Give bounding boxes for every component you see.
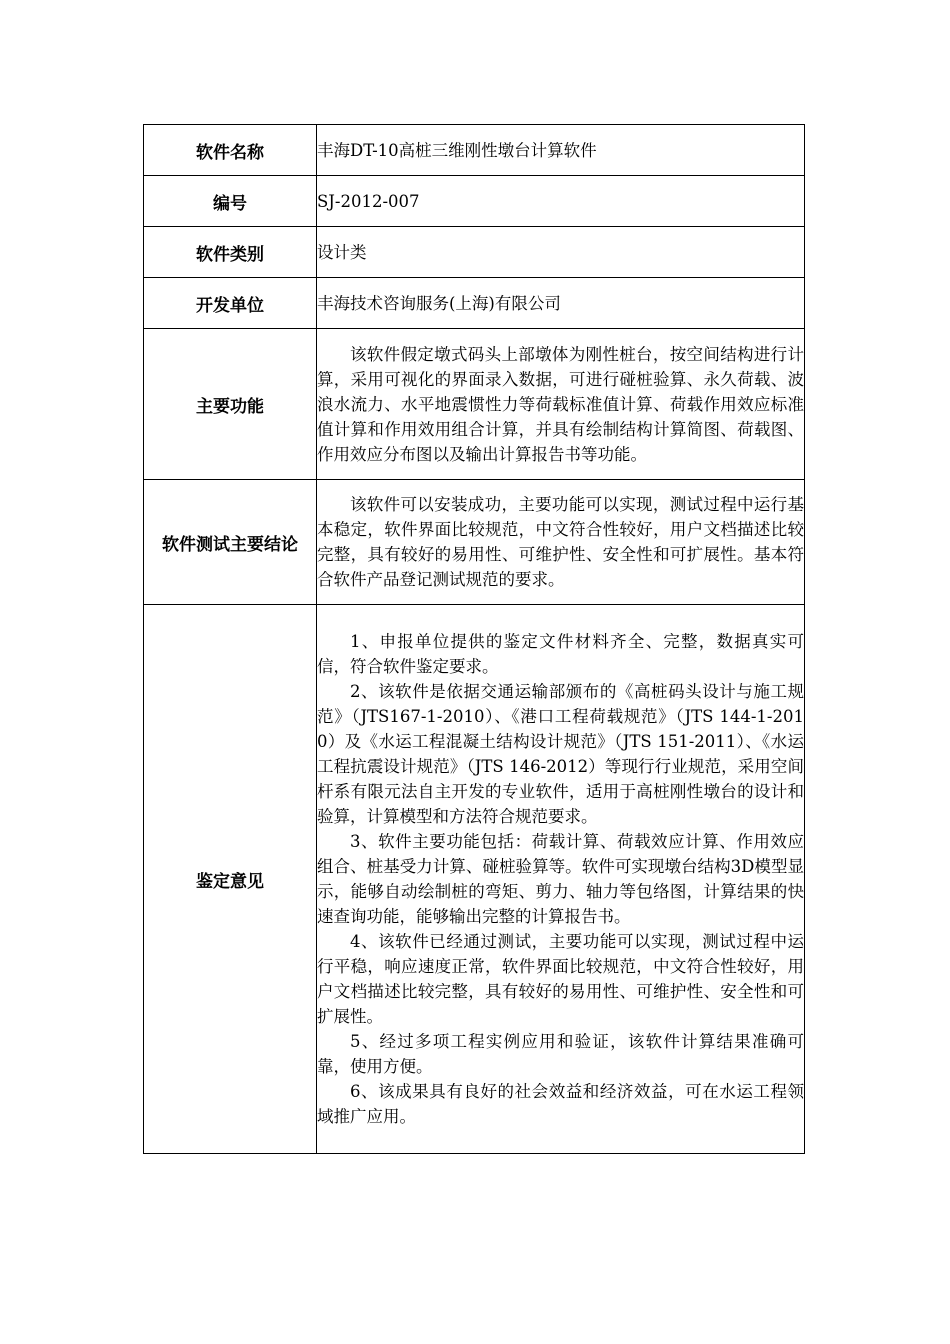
developer-value: 丰海技术咨询服务(上海)有限公司 [317,278,805,329]
table-row-test-conclusion [144,480,805,605]
row-label-number: 编号 [144,176,317,227]
table-row-developer [144,278,805,329]
test-conclusion-text: 该软件可以安装成功，主要功能可以实现，测试过程中运行基本稳定，软件界面比较规范，中文符合性较好，用户文档描述比较完整，具有较好的易用性、可维护性、安全性和可扩展性。基本符合软件产品登记测试规范的要求。 [317,495,804,589]
row-label-appraisal-opinion: 鉴定意见 [144,605,317,1154]
opinion-paragraph: 5、经过多项工程实例应用和验证，该软件计算结果准确可靠，使用方便。 [317,1032,804,1076]
opinion-paragraph: 3、软件主要功能包括：荷载计算、荷载效应计算、作用效应组合、桩基受力计算、碰桩验算等。软件可实现墩台结构3D模型显示，能够自动绘制桩的弯矩、剪力、轴力等包络图，计算结果的快速查询功能，能够输出完整的计算报告书。 [317,832,804,926]
table-row-software-name [144,125,805,176]
software-appraisal-table [143,124,805,1154]
opinion-paragraph: 2、该软件是依据交通运输部颁布的《高桩码头设计与施工规范》（JTS167-1-2010）、《港口工程荷载规范》（JTS 144-1-2010）及《水运工程混凝土结构设计规范》（JTS 151-2011）、《水运工程抗震设计规范》（JTS 146-2012）等现行行业规范，采用空间杆系有限元法自主开发的专业软件，适用于高桩刚性墩台的设计和验算，计算模型和方法符合规范要求。 [317,682,804,826]
opinion-paragraph: 6、该成果具有良好的社会效益和经济效益，可在水运工程领域推广应用。 [317,1082,804,1126]
opinion-paragraph: 1、申报单位提供的鉴定文件材料齐全、完整，数据真实可信，符合软件鉴定要求。 [317,632,804,676]
opinion-paragraph: 4、该软件已经通过测试，主要功能可以实现，测试过程中运行平稳，响应速度正常，软件界面比较规范，中文符合性较好，用户文档描述比较完整，具有较好的易用性、可维护性、安全性和可扩展性。 [317,932,804,1026]
appraisal-opinion-cell [317,605,805,1154]
table-row-appraisal-opinion [144,605,805,1154]
table-row-category [144,227,805,278]
row-label-software-name: 软件名称 [144,125,317,176]
row-label-category: 软件类别 [144,227,317,278]
row-label-developer: 开发单位 [144,278,317,329]
category-value: 设计类 [317,227,805,278]
test-conclusion-cell [317,480,805,605]
table-row-number [144,176,805,227]
row-label-main-functions: 主要功能 [144,329,317,480]
software-name-value: 丰海DT-10高桩三维刚性墩台计算软件 [317,125,805,176]
main-functions-text: 该软件假定墩式码头上部墩体为刚性桩台，按空间结构进行计算，采用可视化的界面录入数据，可进行碰桩验算、永久荷载、波浪水流力、水平地震惯性力等荷载标准值计算、荷载作用效应标准值计算和作用效用组合计算，并具有绘制结构计算简图、荷载图、作用效应分布图以及输出计算报告书等功能。 [317,344,804,464]
row-label-test-conclusion: 软件测试主要结论 [144,480,317,605]
main-functions-cell [317,329,805,480]
number-value: SJ-2012-007 [317,176,805,227]
table-row-main-functions [144,329,805,480]
